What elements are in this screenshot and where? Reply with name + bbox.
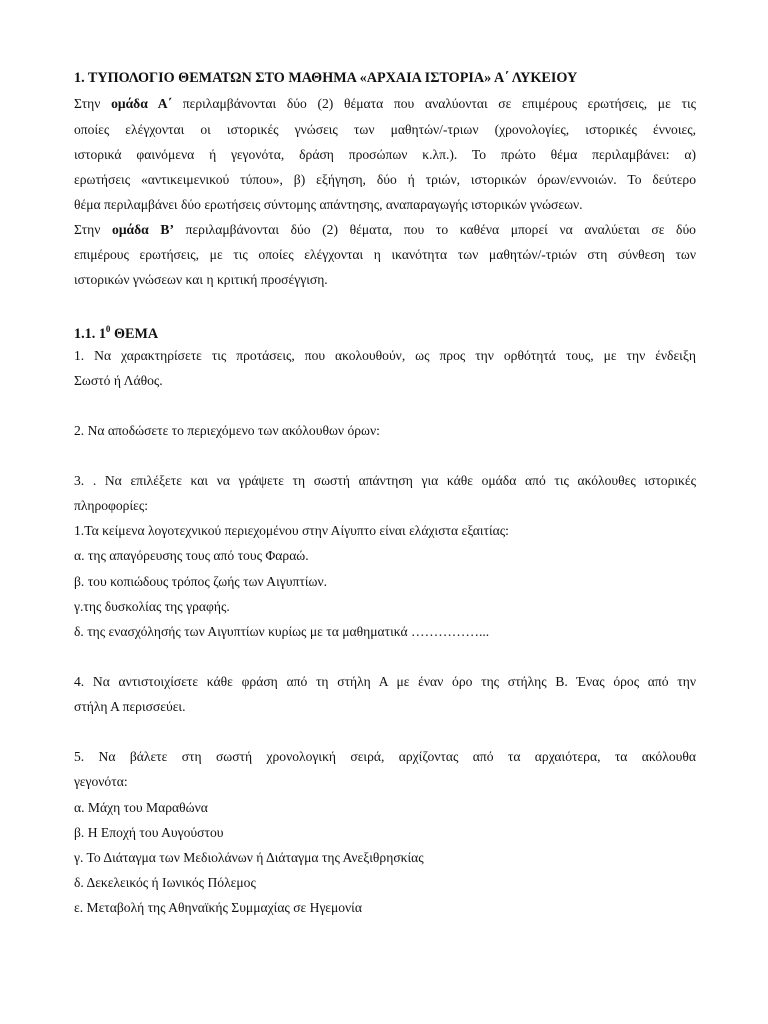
question-1-line: Σωστό ή Λάθος. [74, 373, 163, 388]
list-item: ε. Μεταβολή της Αθηναϊκής Συμμαχίας σε Ηγεμονία [74, 900, 362, 915]
list-item: β. Η Εποχή του Αυγούστου [74, 825, 224, 840]
option-item: δ. της ενασχόλησής των Αιγυπτίων κυρίως με τα μαθηματικά ……………... [74, 624, 490, 639]
question-4-line: 4. Να αντιστοιχίσετε κάθε φράση από τη στήλη Α με έναν όρο της στήλης Β. Ένας όρος από την [74, 674, 696, 689]
intro-text: περιλαμβάνονται δύο (2) θέματα, που το καθένα μπορεί να αναλύεται σε δύο [173, 222, 696, 237]
question-1-line: 1. Να χαρακτηρίσετε τις προτάσεις, που ακολουθούν, ως προς την ορθότητά τους, με την ένδειξη [74, 348, 696, 363]
document-heading: 1. ΤΥΠΟΛΟΓΙΟ ΘΕΜΑΤΩΝ ΣΤΟ ΜΑΘΗΜΑ «ΑΡΧΑΙΑ ΙΣΤΟΡΙΑ» Α΄ ΛΥΚΕΙΟΥ [74, 70, 578, 86]
list-item: α. Μάχη του Μαραθώνα [74, 800, 208, 815]
group-a-label: ομάδα Α΄ [111, 96, 173, 111]
list-item: δ. Δεκελεικός ή Ιωνικός Πόλεμος [74, 875, 256, 890]
question-4-line: στήλη Α περισσεύει. [74, 699, 186, 714]
intro-line: επιμέρους ερωτήσεις, με τις οποίες ελέγχονται η ικανότητα των μαθητών/-τριών στη σύνθεση των [74, 247, 696, 262]
question-5-line: 5. Να βάλετε στη σωστή χρονολογική σειρά, αρχίζοντας από τα αρχαιότερα, τα ακόλουθα [74, 749, 696, 764]
intro-line: οποίες ελέγχονται οι ιστορικές γνώσεις των μαθητών/-τριων (χρονολογίες, ιστορικές έννοιες, [74, 122, 696, 137]
list-item: γ. Το Διάταγμα των Μεδιολάνων ή Διάταγμα της Ανεξιθρησκίας [74, 850, 424, 865]
section-title: ΘΕΜΑ [110, 326, 159, 342]
question-3-stem: 1.Τα κείμενα λογοτεχνικού περιεχομένου στην Αίγυπτο είναι ελάχιστα εξαιτίας: [74, 523, 509, 538]
intro-line: θέμα περιλαμβάνει δύο ερωτήσεις σύντομης απάντησης, αναπαραγωγής ιστορικών γνώσεων. [74, 197, 583, 212]
intro-text: Στην [74, 96, 112, 111]
section-heading [74, 320, 696, 343]
intro-text: περιλαμβάνονται δύο (2) θέματα που αναλύονται σε επιμέρους ερωτήσεις, με τις [172, 96, 696, 111]
intro-line: ερωτήσεις «αντικειμενικού τύπου», β) εξήγηση, δύο ή τριών, ιστορικών όρων/εννοιών. Το δεύτερο [74, 172, 696, 187]
group-b-label: ομάδα Β’ [112, 222, 174, 237]
option-item: α. της απαγόρευσης τους από τους Φαραώ. [74, 548, 309, 563]
option-item: γ.της δυσκολίας της γραφής. [74, 599, 230, 614]
intro-group-b-line [74, 221, 696, 239]
option-item: β. του κοπιώδους τρόπος ζωής των Αιγυπτίων. [74, 574, 327, 589]
intro-line: ιστορικών γνώσεων και η κριτική προσέγγιση. [74, 272, 328, 287]
question-2: 2. Να αποδώσετε το περιεχόμενο των ακόλουθων όρων: [74, 423, 380, 438]
section-superscript: 0 [105, 324, 111, 334]
question-3-line: 3. . Να επιλέξετε και να γράψετε τη σωστή απάντηση για κάθε ομάδα από τις ακόλουθες ιστορικές [74, 473, 696, 488]
intro-text: Στην [74, 222, 113, 237]
intro-group-a-line [74, 95, 696, 113]
section-number: 1.1. 1 [74, 326, 106, 342]
question-5-line: γεγονότα: [74, 774, 128, 789]
question-3-line: πληροφορίες: [74, 498, 148, 513]
intro-line: ιστορικά φαινόμενα ή γεγονότα, δράση προσώπων κ.λπ.). Το πρώτο θέμα περιλαμβάνει: α) [74, 147, 696, 162]
